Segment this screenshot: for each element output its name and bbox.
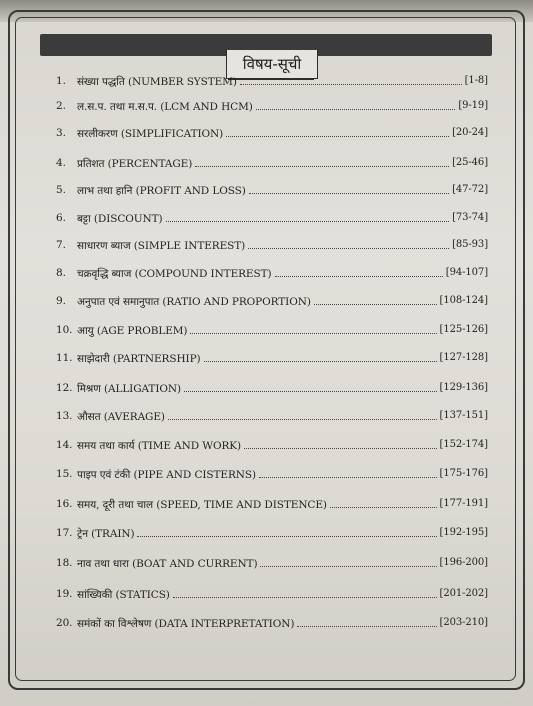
toc-entry-pages: [129-136]: [439, 382, 488, 393]
toc-leader-dots: [259, 477, 437, 478]
toc-entry: [56, 410, 488, 424]
toc-leader-dots: [137, 536, 436, 537]
toc-entry: [56, 617, 488, 631]
toc-leader-dots: [204, 361, 437, 362]
toc-entry-title: संख्या पद्धति (NUMBER SYSTEM): [77, 76, 237, 88]
toc-leader-dots: [195, 166, 449, 167]
toc-entry-title: ल.स.प. तथा म.स.प. (LCM AND HCM): [77, 101, 253, 113]
toc-entry: [56, 157, 488, 171]
toc-entry-title: औसत (AVERAGE): [77, 411, 165, 423]
toc-entry-number: 16.: [56, 498, 73, 510]
toc-entry-pages: [125-126]: [439, 324, 488, 335]
toc-entry: [56, 498, 488, 512]
toc-entry: [56, 267, 488, 281]
toc-leader-dots: [260, 566, 436, 567]
toc-leader-dots: [297, 626, 436, 627]
toc-entry-pages: [201-202]: [439, 588, 488, 599]
toc-leader-dots: [190, 333, 436, 334]
toc-entry: [56, 527, 488, 541]
toc-entry-number: 8.: [56, 267, 66, 279]
toc-entry-pages: [192-195]: [439, 527, 488, 538]
toc-leader-dots: [275, 276, 443, 277]
toc-entry: [56, 382, 488, 396]
toc-entry-number: 12.: [56, 382, 73, 394]
toc-entry-title: समंकों का विश्लेषण (DATA INTERPRETATION): [77, 618, 295, 630]
toc-entry-number: 4.: [56, 157, 66, 169]
toc-entry-pages: [196-200]: [439, 557, 488, 568]
toc-leader-dots: [226, 136, 449, 137]
toc-entry-title: पाइप एवं टंकी (PIPE AND CISTERNS): [77, 469, 256, 481]
toc-entry-title: समय, दूरी तथा चाल (SPEED, TIME AND DISTENCE): [77, 499, 327, 511]
toc-entry-title: अनुपात एवं समानुपात (RATIO AND PROPORTION): [77, 296, 311, 308]
toc-entry-pages: [20-24]: [452, 127, 488, 138]
toc-leader-dots: [244, 448, 436, 449]
toc-entry-number: 1.: [56, 75, 66, 87]
toc-entry-title: सरलीकरण (SIMPLIFICATION): [77, 128, 224, 140]
page-border-inner: [15, 17, 516, 681]
toc-entry-number: 18.: [56, 557, 73, 569]
toc-entry: [56, 324, 488, 338]
toc-leader-dots: [249, 193, 449, 194]
toc-leader-dots: [240, 84, 462, 85]
toc-leader-dots: [184, 391, 437, 392]
toc-entry: [56, 352, 488, 366]
toc-entry-pages: [25-46]: [452, 157, 488, 168]
toc-entry-number: 2.: [56, 100, 66, 112]
toc-leader-dots: [168, 419, 437, 420]
toc-entry-number: 13.: [56, 410, 73, 422]
toc-entry-title: बट्टा (DISCOUNT): [77, 213, 163, 225]
toc-entry-number: 19.: [56, 588, 73, 600]
toc-entry: [56, 468, 488, 482]
toc-entry-title: आयु (AGE PROBLEM): [77, 325, 188, 337]
page-title: विषय-सूची: [242, 55, 302, 73]
toc-entry-pages: [85-93]: [452, 239, 488, 250]
toc-entry-pages: [127-128]: [439, 352, 488, 363]
toc-entry-title: मिश्रण (ALLIGATION): [77, 383, 181, 395]
toc-leader-dots: [256, 109, 456, 110]
toc-entry-title: प्रतिशत (PERCENTAGE): [77, 158, 193, 170]
toc-entry-number: 6.: [56, 212, 66, 224]
toc-entry-number: 9.: [56, 295, 66, 307]
toc-leader-dots: [330, 507, 437, 508]
toc-entry-title: सांख्यिकी (STATICS): [77, 589, 170, 601]
toc-leader-dots: [314, 304, 437, 305]
toc-entry-title: समय तथा कार्य (TIME AND WORK): [77, 440, 242, 452]
toc-leader-dots: [173, 597, 437, 598]
toc-leader-dots: [166, 221, 450, 222]
toc-entry-number: 7.: [56, 239, 66, 251]
toc-entry: [56, 212, 488, 226]
toc-entry: [56, 100, 488, 114]
toc-entry-number: 10.: [56, 324, 73, 336]
toc-entry-number: 5.: [56, 184, 66, 196]
toc-entry-title: साझेदारी (PARTNERSHIP): [77, 353, 201, 365]
toc-entry-pages: [177-191]: [439, 498, 488, 509]
toc-entry-pages: [152-174]: [439, 439, 488, 450]
toc-entry-pages: [203-210]: [439, 617, 488, 628]
toc-entry-pages: [73-74]: [452, 212, 488, 223]
toc-entry: [56, 127, 488, 141]
toc-entry: [56, 184, 488, 198]
toc-entry-number: 11.: [56, 352, 73, 364]
toc-leader-dots: [248, 248, 449, 249]
toc-entry-title: नाव तथा धारा (BOAT AND CURRENT): [77, 558, 258, 570]
toc-entry-number: 17.: [56, 527, 73, 539]
toc-entry-title: लाभ तथा हानि (PROFIT AND LOSS): [77, 185, 246, 197]
toc-entry-pages: [9-19]: [458, 100, 488, 111]
toc-entry-pages: [108-124]: [439, 295, 488, 306]
toc-entry-title: चक्रवृद्धि ब्याज (COMPOUND INTEREST): [77, 268, 272, 280]
toc-entry-title: ट्रेन (TRAIN): [77, 528, 135, 540]
toc-entry-pages: [1-8]: [464, 75, 488, 86]
toc-entry-number: 15.: [56, 468, 73, 480]
toc-entry: [56, 75, 488, 89]
toc-entry-number: 3.: [56, 127, 66, 139]
toc-entry-number: 20.: [56, 617, 73, 629]
toc-entry-pages: [47-72]: [452, 184, 488, 195]
toc-entry: [56, 295, 488, 309]
toc-entry: [56, 439, 488, 453]
toc-entry: [56, 557, 488, 571]
toc-entry: [56, 239, 488, 253]
toc-entry-title: साधारण ब्याज (SIMPLE INTEREST): [77, 240, 246, 252]
toc-entry-pages: [137-151]: [439, 410, 488, 421]
toc-entry: [56, 588, 488, 602]
toc-entry-number: 14.: [56, 439, 73, 451]
toc-entry-pages: [175-176]: [439, 468, 488, 479]
toc-entry-pages: [94-107]: [445, 267, 488, 278]
